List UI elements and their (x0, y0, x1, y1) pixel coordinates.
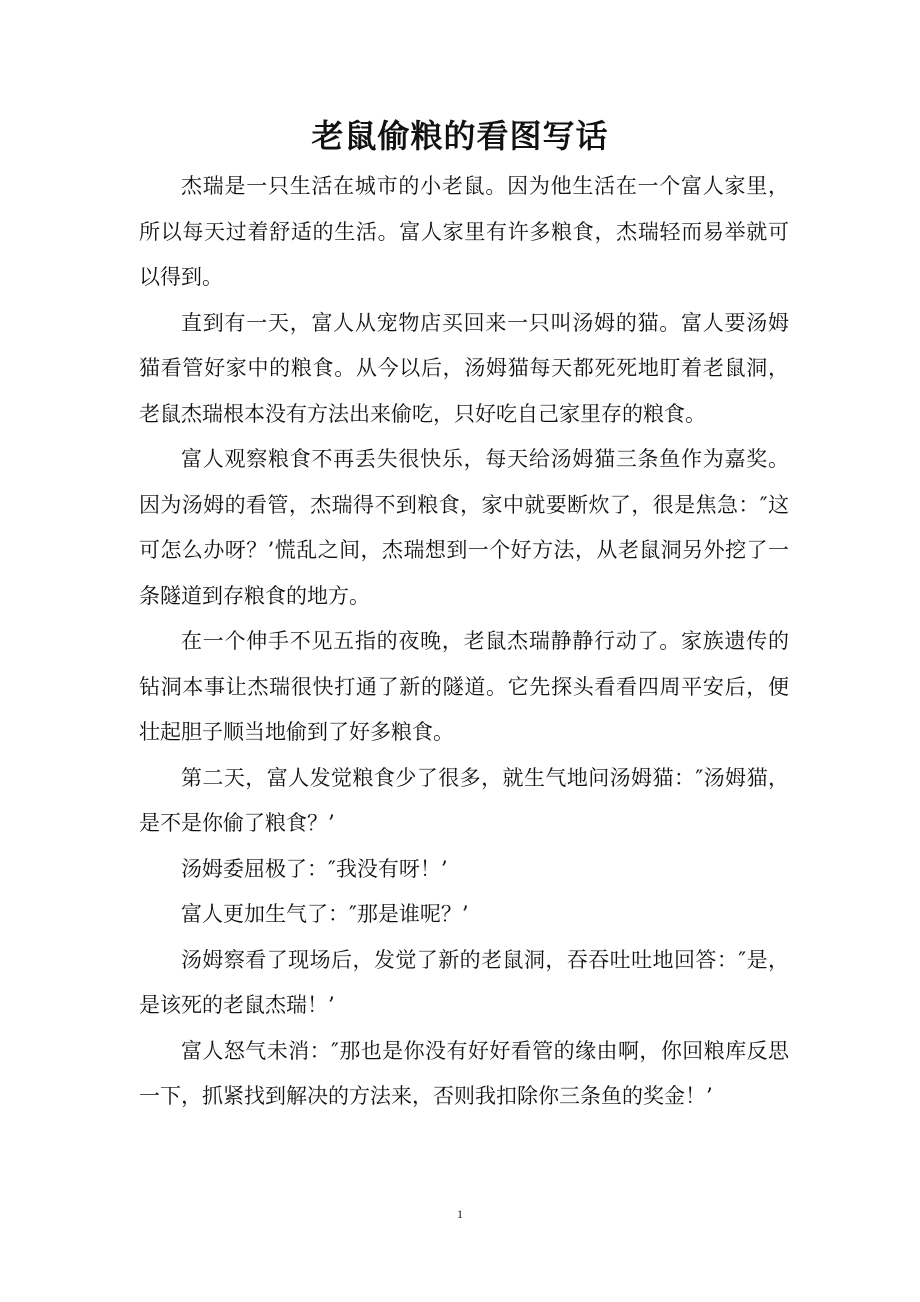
paragraph-5: 第二天，富人发觉粮食少了很多，就生气地问汤姆猫：″汤姆猫，是不是你偷了粮食？’ (139, 765, 789, 835)
paragraph-3: 富人观察粮食不再丢失很快乐，每天给汤姆猫三条鱼作为嘉奖。因为汤姆的看管，杰瑞得不到粮食，家中就要断炊了，很是焦急：″这可怎么办呀？’慌乱之间，杰瑞想到一个好方法，从老鼠洞另外挖了一条隧道到存粮食的地方。 (139, 447, 789, 608)
document-title: 老鼠偷粮的看图写话 (311, 117, 609, 155)
paragraph-2: 直到有一天，富人从宠物店买回来一只叫汤姆的猫。富人要汤姆猫看管好家中的粮食。从今以后，汤姆猫每天都死死地盯着老鼠洞，老鼠杰瑞根本没有方法出来偷吃，只好吃自己家里存的粮食。 (139, 310, 789, 426)
paragraph-7: 富人更加生气了：″那是谁呢？’ (181, 902, 469, 926)
page-number: 1 (457, 1207, 463, 1221)
paragraph-4: 在一个伸手不见五指的夜晚，老鼠杰瑞静静行动了。家族遗传的钻洞本事让杰瑞很快打通了新的隧道。它先探头看看四周平安后，便壮起胆子顺当地偷到了好多粮食。 (139, 629, 789, 744)
paragraph-6: 汤姆委屈极了：″我没有呀！’ (181, 856, 448, 881)
paragraph-9: 富人怒气未消：″那也是你没有好好看管的缘由啊，你回粮库反思一下，抓紧找到解决的方法来，否则我扣除你三条鱼的奖金！’ (139, 1038, 789, 1108)
paragraph-8: 汤姆察看了现场后，发觉了新的老鼠洞，吞吞吐吐地回答：″是，是该死的老鼠杰瑞！’ (139, 947, 789, 1017)
paragraph-1: 杰瑞是一只生活在城市的小老鼠。因为他生活在一个富人家里，所以每天过着舒适的生活。富人家里有许多粮食，杰瑞轻而易举就可以得到。 (139, 174, 789, 289)
document-body (139, 164, 789, 1120)
